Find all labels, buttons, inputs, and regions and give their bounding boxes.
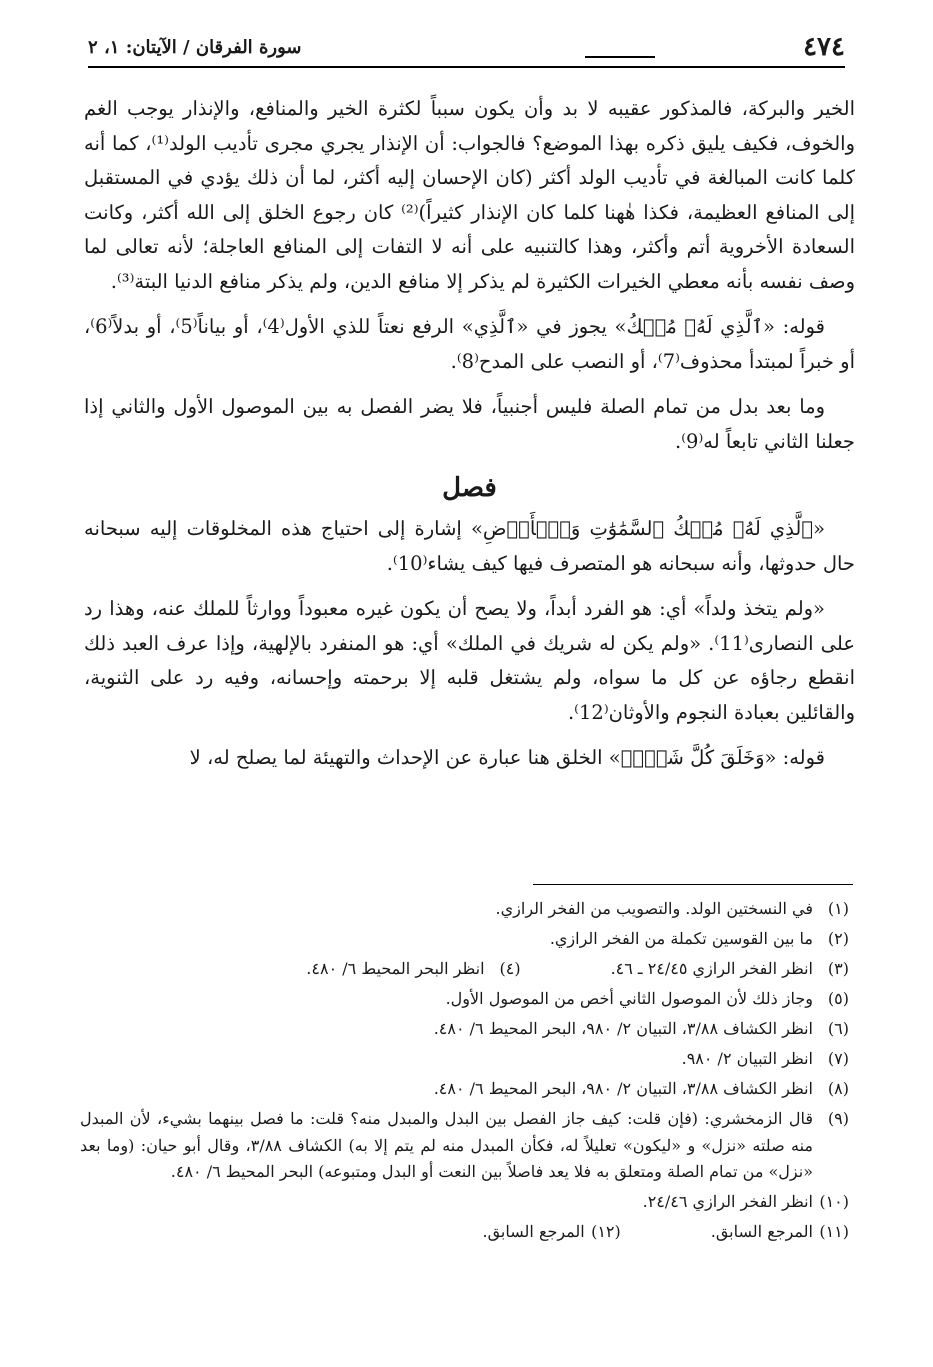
footnote-number: (٣) — [827, 959, 849, 978]
footnote-number: (١١) — [819, 1222, 849, 1241]
footnote-number: (٨) — [827, 1079, 849, 1098]
footnote-number: (١٠) — [819, 1192, 849, 1211]
paragraph: وما بعد بدل من تمام الصلة فليس أجنبياً، فلا يضر الفصل به بين الموصول الأول والثاني إذا جعلنا الثاني تابعاً له⁽9⁾. — [84, 395, 855, 453]
footnote-text: انظر البحر المحيط ٦/ ٤٨٠. — [306, 959, 485, 978]
footnote — [483, 1219, 621, 1246]
footnote — [80, 1076, 849, 1103]
footnote — [711, 1219, 849, 1246]
footnote-text: ما بين القوسين تكملة من الفخر الرازي. — [549, 929, 813, 948]
footnote — [306, 956, 520, 983]
page-number: ٤٧٤ — [803, 32, 845, 62]
footnote-text: المرجع السابق. — [710, 1222, 813, 1241]
header-rule-short — [585, 56, 655, 58]
footnote-number: (٦) — [827, 1019, 849, 1038]
footnote — [80, 1106, 849, 1186]
footnote-number: (١٢) — [591, 1222, 621, 1241]
footnote-text: انظر الكشاف ٣/٨٨، التبيان ٢/ ٩٨٠، البحر المحيط ٦/ ٤٨٠. — [433, 1079, 813, 1098]
footnote-text: قال الزمخشري: (فإن قلت: كيف جاز الفصل بين البدل والمبدل منه؟ قلت: ما فصل بينهما بشيء، لأن المبدل منه صلته «نزل» و «ليكون» تعليلاً له، فكأن المبدل منه لم يتم إلا به) الكشاف ٣/٨٨، وقال أبو حيان: (وما بعد «نزل» من تمام الصلة ومتعلق به فلا يعد فاصلاً بين النعت أو البدل ومتبوعه) البحر المحيط ٦/ ٤٨٠. — [80, 1109, 814, 1181]
main-text — [84, 92, 855, 787]
footnote-text: المرجع السابق. — [482, 1222, 585, 1241]
section-title: فصل — [442, 473, 497, 503]
footnote-separator — [533, 884, 853, 885]
footnote-text: انظر الكشاف ٣/٨٨، التبيان ٢/ ٩٨٠، البحر المحيط ٦/ ٤٨٠. — [433, 1019, 813, 1038]
paragraph: «ولم يتخذ ولداً» أي: هو الفرد أبداً، ولا يصح أن يكون غيره معبوداً ووارثاً للملك عنه، وهذا رد على النصارى⁽11⁾. «ولم يكن له شريك في الملك» أي: هو المنفرد بالإلهية، وإذا عرف العبد ذلك انقطع رجاؤه عن كل ما سواه، ولم يشتغل قلبه إلا برحمته وإحسانه، وفيه رد على الثنوية، والقائلين بعبادة النجوم والأوثان⁽12⁾. — [84, 597, 855, 724]
footnote — [80, 1016, 849, 1043]
footnote-text: انظر الفخر الرازي ٢٤/٤٦. — [642, 1192, 813, 1211]
footnote-number: (٤) — [499, 959, 521, 978]
surah-info: سورة الفرقان / الآيتان: ١، ٢ — [88, 37, 302, 58]
header-rule — [88, 66, 845, 68]
footnote — [80, 926, 849, 953]
paragraph: قوله: «ٱلَّذِي لَهُۥ مُلۡكُ» يجوز في «ٱلَّذِي» الرفع نعتاً للذي الأول⁽4⁾، أو بياناً⁽5⁾، أو بدلاً⁽6⁾، أو خبراً لمبتدأ محذوف⁽7⁾، أو النصب على المدح⁽8⁾. — [84, 315, 855, 373]
footnote-number: (٥) — [827, 989, 849, 1008]
footnotes — [80, 896, 849, 1249]
footnote-pair — [80, 1219, 849, 1249]
footnote-number: (٧) — [827, 1049, 849, 1068]
page-header — [88, 30, 845, 70]
footnote-pair — [80, 956, 849, 986]
footnote — [80, 896, 849, 923]
footnote-number: (٩) — [827, 1109, 849, 1128]
footnote — [611, 956, 849, 983]
footnote — [80, 1046, 849, 1073]
footnote-text: انظر الفخر الرازي ٢٤/٤٥ ـ ٤٦. — [610, 959, 813, 978]
paragraph: الخير والبركة، فالمذكور عقيبه لا بد وأن يكون سبباً لكثرة الخير والمنافع، والإنذار يوجب الغم والخوف، فكيف يليق ذكره بهذا الموضع؟ فالجواب: أن الإنذار يجري مجرى تأديب الولد⁽¹⁾، كما أنه كلما كانت المبالغة في تأديب الولد أكثر (كان الإحسان إليه أكثر، لما أن ذلك يؤدي في المستقبل إلى المنافع العظيمة، فكذا هٰهنا كلما كان الإنذار كثيراً)⁽²⁾ كان رجوع الخلق إلى الله أكثر، وكانت السعادة الأخروية أتم وأكثر، وهذا كالتنبيه على أنه لا التفات إلى المنافع العاجلة؛ لأنه تعالى لما وصف نفسه بأنه معطي الخيرات الكثيرة لم يذكر إلا منافع الدين، ولم يذكر منافع الدنيا البتة⁽³⁾. — [84, 97, 856, 293]
footnote — [80, 986, 849, 1013]
footnote-number: (١) — [827, 899, 849, 918]
footnote — [80, 1189, 849, 1216]
footnote-text: في النسختين الولد. والتصويب من الفخر الرازي. — [495, 899, 813, 918]
footnote-text: انظر التبيان ٢/ ٩٨٠. — [681, 1049, 813, 1068]
paragraph: «ٱلَّذِي لَهُۥ مُلۡكُ ٱلسَّمَٰوَٰتِ وَٱلۡأَرۡضِ» إشارة إلى احتياج هذه المخلوقات إليه سبحانه حال حدوثها، وأنه سبحانه هو المتصرف فيها كيف يشاء⁽10⁾. — [84, 517, 855, 575]
footnote-text: وجاز ذلك لأن الموصول الثاني أخص من الموصول الأول. — [445, 989, 813, 1008]
paragraph: قوله: «وَخَلَقَ كُلَّ شَيۡءٖ» الخلق هنا عبارة عن الإحداث والتهيئة لما يصلح له، لا — [189, 746, 825, 769]
footnote-number: (٢) — [827, 929, 849, 948]
